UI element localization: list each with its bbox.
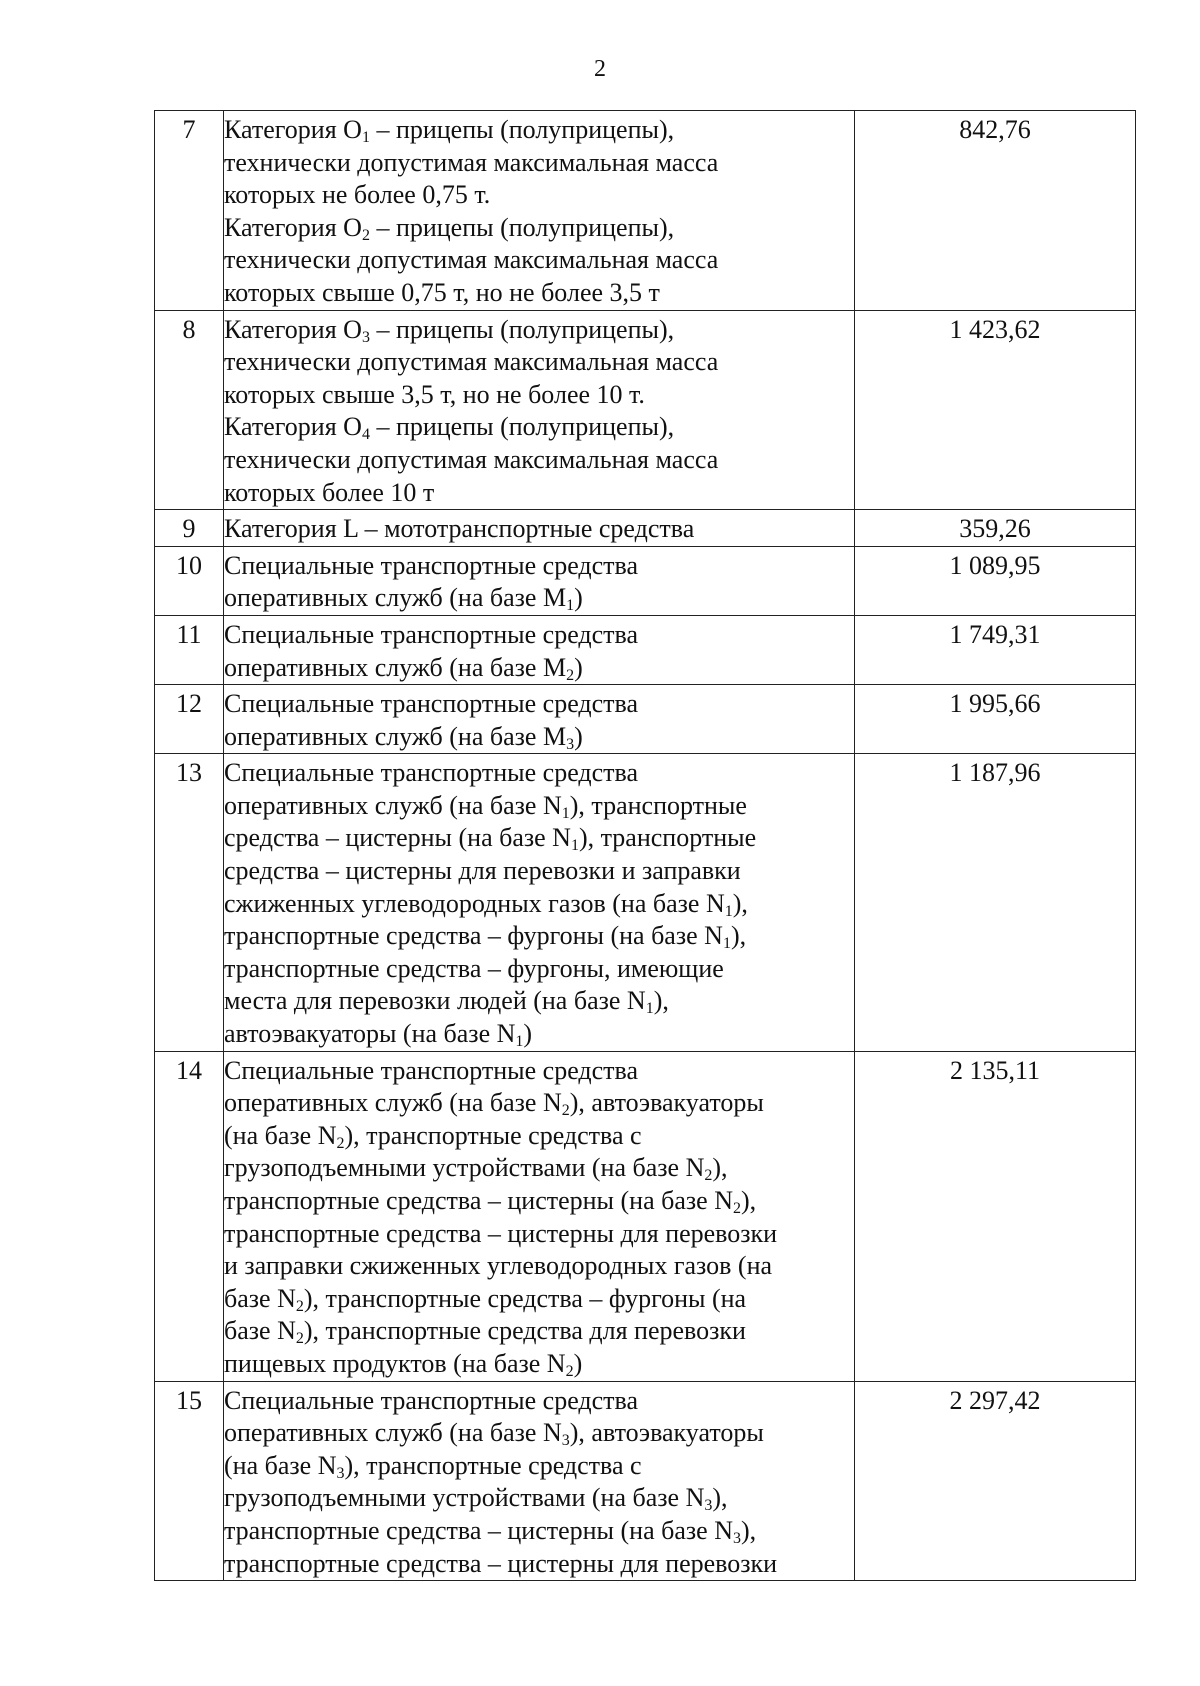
page-number: 2 [594, 56, 606, 82]
table-row [155, 510, 1136, 547]
description-line: транспортные средства – цистерны для перевозки [224, 1218, 778, 1248]
table-body [155, 111, 1136, 1581]
row-description [224, 310, 855, 510]
description-line: Категория L – мототранспортные средства [224, 514, 695, 544]
description-line: пищевых продуктов (на базе $N_2$) [224, 1348, 583, 1380]
row-value: 1 089,95 [855, 546, 1136, 615]
row-description [224, 510, 855, 547]
table-row [155, 310, 1136, 510]
row-description [224, 111, 855, 311]
description-line: Специальные транспортные средства [224, 1055, 639, 1085]
description-line: средства – цистерны для перевозки и заправки [224, 856, 741, 886]
description-line: оперативных служб (на базе $M_3$) [224, 721, 583, 753]
description-line: Категория $O_1$ – прицепы (полуприцепы), [224, 115, 675, 146]
table-row [155, 754, 1136, 1051]
row-description [224, 754, 855, 1051]
row-description [224, 546, 855, 615]
description-line: Специальные транспортные средства [224, 550, 639, 580]
description-line: оперативных служб (на базе $M_1$) [224, 583, 583, 615]
description-line: средства – цистерны (на базе $N_1$), транспортные [224, 823, 757, 855]
description-line: транспортные средства – цистерны (на базе $N_3$), [224, 1515, 757, 1547]
row-value: 842,76 [855, 111, 1136, 311]
description-line: которых свыше 3,5 т, но не более 10 т. [224, 379, 645, 409]
description-line: Специальные транспортные средства [224, 758, 639, 788]
row-number: 10 [155, 546, 224, 615]
description-line: грузоподъемными устройствами (на базе $N_2$), [224, 1153, 728, 1185]
row-number: 12 [155, 685, 224, 754]
row-value: 2 297,42 [855, 1381, 1136, 1581]
row-value: 1 749,31 [855, 615, 1136, 684]
row-description [224, 685, 855, 754]
description-line: технически допустимая максимальная масса [224, 245, 719, 275]
description-line: (на базе $N_2$), транспортные средства с [224, 1120, 642, 1152]
description-line: которых не более 0,75 т. [224, 180, 491, 210]
description-line: (на базе $N_3$), транспортные средства с [224, 1450, 642, 1482]
description-line: технически допустимая максимальная масса [224, 444, 719, 474]
description-line: Специальные транспортные средства [224, 619, 639, 649]
row-number: 14 [155, 1051, 224, 1381]
row-value: 2 135,11 [855, 1051, 1136, 1381]
row-value: 359,26 [855, 510, 1136, 547]
description-line: оперативных служб (на базе $N_2$), автоэвакуаторы [224, 1088, 764, 1120]
row-number: 11 [155, 615, 224, 684]
description-line: Категория $O_4$ – прицепы (полуприцепы), [224, 412, 675, 444]
tariff-table [154, 110, 1136, 1581]
table-row [155, 1051, 1136, 1381]
description-line: которых свыше 0,75 т, но не более 3,5 т [224, 277, 660, 307]
description-line: грузоподъемными устройствами (на базе $N_3$), [224, 1483, 728, 1515]
table-row [155, 546, 1136, 615]
description-line: автоэвакуаторы (на базе $N_1$) [224, 1019, 533, 1051]
description-line: транспортные средства – фургоны (на базе $N_1$), [224, 921, 747, 953]
row-number: 8 [155, 310, 224, 510]
row-value: 1 187,96 [855, 754, 1136, 1051]
row-number: 13 [155, 754, 224, 1051]
description-line: базе $N_2$), транспортные средства для перевозки [224, 1316, 746, 1348]
description-line: которых более 10 т [224, 477, 435, 507]
description-line: Категория $O_2$ – прицепы (полуприцепы), [224, 212, 675, 244]
table-row [155, 111, 1136, 311]
row-value: 1 423,62 [855, 310, 1136, 510]
description-line: транспортные средства – цистерны (на базе $N_2$), [224, 1186, 757, 1217]
description-line: оперативных служб (на базе $M_2$) [224, 652, 583, 684]
description-line: Специальные транспортные средства [224, 1385, 639, 1415]
description-line: Специальные транспортные средства [224, 689, 639, 719]
description-line: оперативных служб (на базе $N_1$), транспортные [224, 790, 747, 822]
row-number: 7 [155, 111, 224, 311]
row-number: 9 [155, 510, 224, 547]
description-line: и заправки сжиженных углеводородных газов (на [224, 1251, 773, 1281]
description-line: сжиженных углеводородных газов (на базе $N_1$), [224, 888, 748, 920]
description-line: оперативных служб (на базе $N_3$), автоэвакуаторы [224, 1418, 764, 1450]
description-line: технически допустимая максимальная масса [224, 347, 719, 377]
description-line: базе $N_2$), транспортные средства – фургоны (на [224, 1283, 747, 1315]
description-line: транспортные средства – цистерны для перевозки [224, 1548, 778, 1578]
row-number: 15 [155, 1381, 224, 1581]
table-row [155, 1381, 1136, 1581]
row-description [224, 615, 855, 684]
table-row [155, 685, 1136, 754]
description-line: технически допустимая максимальная масса [224, 147, 719, 177]
table-row [155, 615, 1136, 684]
row-value: 1 995,66 [855, 685, 1136, 754]
description-line: места для перевозки людей (на базе $N_1$), [224, 986, 669, 1018]
row-description [224, 1051, 855, 1381]
description-line: Категория $O_3$ – прицепы (полуприцепы), [224, 314, 675, 346]
row-description [224, 1381, 855, 1581]
description-line: транспортные средства – фургоны, имеющие [224, 953, 724, 983]
